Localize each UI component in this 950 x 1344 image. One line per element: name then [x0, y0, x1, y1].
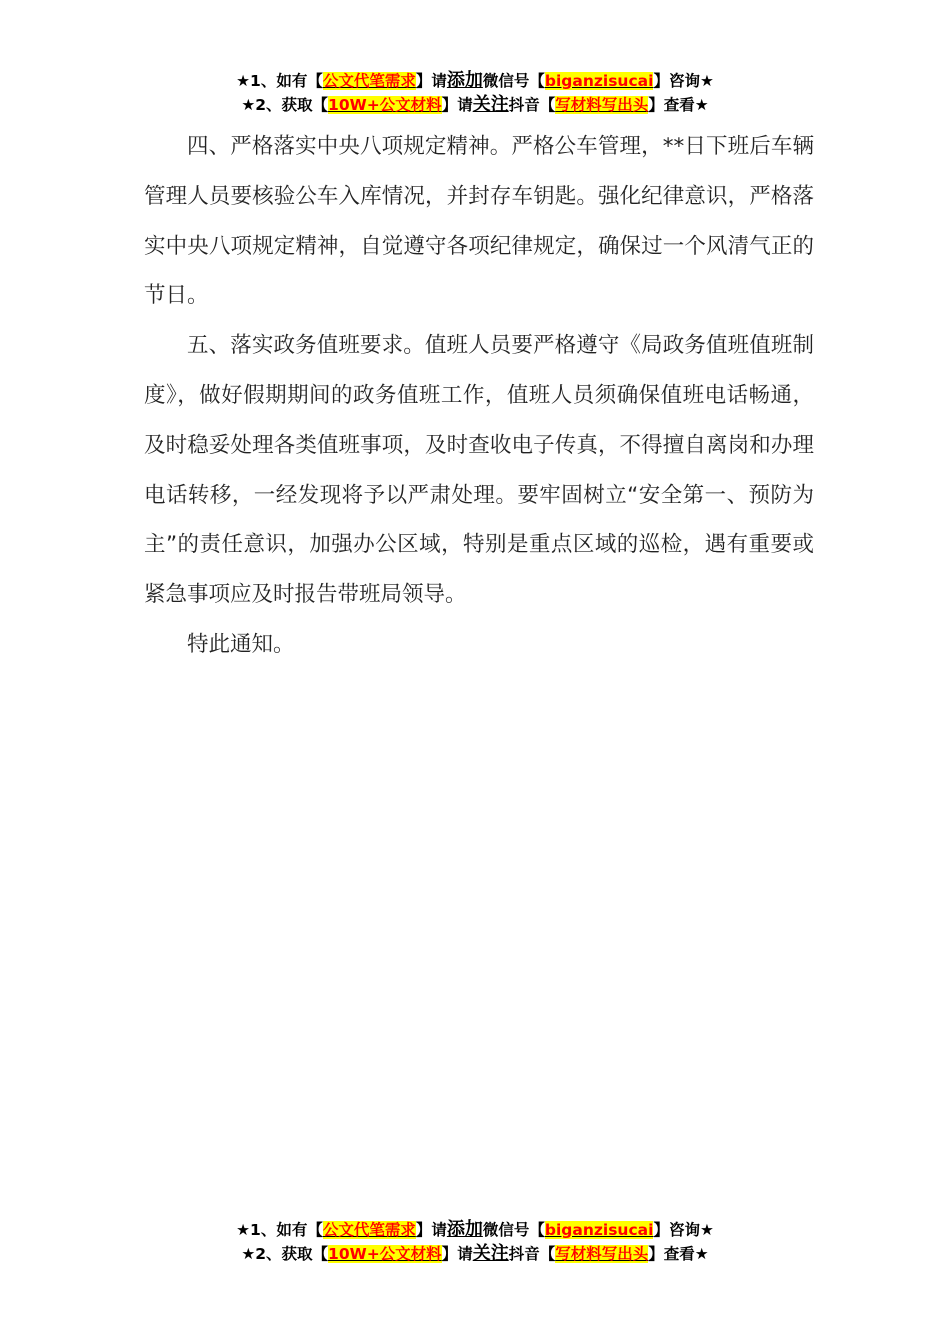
- promo-line-1-emphasis: 添加: [446, 70, 483, 91]
- promo-line-1-emphasis: 添加: [446, 1219, 483, 1240]
- promo-line-2-highlight-1: 10W+公文材料: [328, 96, 442, 114]
- promo-line-2-highlight-1: 10W+公文材料: [328, 1245, 442, 1263]
- promo-line-2-mid-1: 】请: [441, 96, 473, 114]
- promo-line-1-prefix: ★1、如有【: [236, 72, 323, 90]
- promo-line-2-prefix: ★2、获取【: [241, 96, 329, 114]
- promo-line-1-mid-1: 】请: [415, 72, 447, 90]
- promo-line-2-prefix: ★2、获取【: [241, 1245, 329, 1263]
- promo-line-2-suffix: 】查看★: [648, 1245, 709, 1263]
- top-promo-banner: [0, 69, 950, 117]
- promo-line-1: [0, 1218, 950, 1242]
- promo-line-2-mid-2: 抖音【: [508, 1245, 556, 1263]
- promo-line-1-mid-2: 微信号【: [482, 72, 545, 90]
- promo-line-1-highlight-2: biganzisucai: [544, 1221, 654, 1239]
- promo-line-1-highlight-1: 公文代笔需求: [322, 1221, 416, 1239]
- promo-line-1-suffix: 】咨询★: [653, 1221, 714, 1239]
- promo-line-1-highlight-2: biganzisucai: [544, 72, 654, 90]
- promo-line-2-highlight-2: 写材料写出头: [555, 1245, 649, 1263]
- promo-line-1: [0, 69, 950, 93]
- document-body: [144, 122, 814, 670]
- promo-line-1-highlight-1: 公文代笔需求: [322, 72, 416, 90]
- paragraph-section-5: 五、落实政务值班要求。值班人员要严格遵守《局政务值班值班制度》，做好假期期间的政务值班工作，值班人员须确保值班电话畅通，及时稳妥处理各类值班事项，及时查收电子传真，不得擅自离岗和办理电话转移，一经发现将予以严肃处理。要牢固树立“安全第一、预防为主”的责任意识，加强办公区域，特别是重点区域的巡检，遇有重要或紧急事项应及时报告带班局领导。: [144, 333, 814, 608]
- promo-line-2-mid-1: 】请: [441, 1245, 473, 1263]
- promo-line-2: [0, 93, 950, 117]
- promo-line-1-prefix: ★1、如有【: [236, 1221, 323, 1239]
- promo-line-2-highlight-2: 写材料写出头: [555, 96, 649, 114]
- promo-line-2-mid-2: 抖音【: [508, 96, 556, 114]
- bottom-promo-banner: [0, 1218, 950, 1266]
- promo-line-1-mid-1: 】请: [415, 1221, 447, 1239]
- paragraph-section-4: 四、严格落实中央八项规定精神。严格公车管理，**日下班后车辆管理人员要核验公车入库情况，并封存车钥匙。强化纪律意识，严格落实中央八项规定精神，自觉遵守各项纪律规定，确保过一个风清气正的节日。: [144, 134, 814, 309]
- promo-line-2-emphasis: 关注: [472, 1243, 509, 1264]
- promo-line-2-emphasis: 关注: [472, 94, 509, 115]
- promo-line-2-suffix: 】查看★: [648, 96, 709, 114]
- promo-line-1-suffix: 】咨询★: [653, 72, 714, 90]
- promo-line-1-mid-2: 微信号【: [482, 1221, 545, 1239]
- paragraph-closing: 特此通知。: [187, 631, 295, 657]
- promo-line-2: [0, 1242, 950, 1266]
